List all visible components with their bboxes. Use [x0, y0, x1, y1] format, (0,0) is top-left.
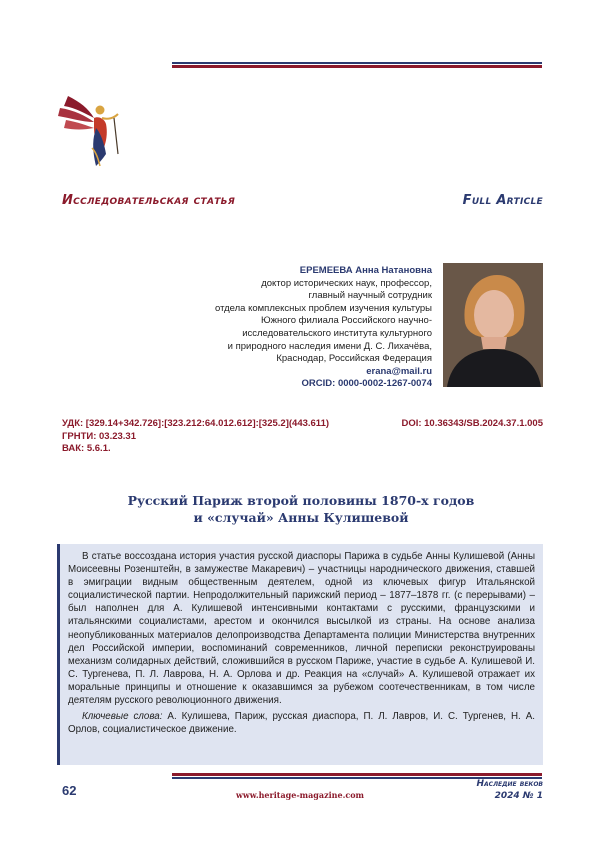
section-label-full-article: Full Article: [462, 193, 543, 208]
page-number: 62: [62, 783, 77, 798]
header-rule-blue: [172, 62, 542, 64]
author-line: Краснодар, Российская Федерация: [276, 353, 432, 365]
author-line: главный научный сотрудник: [308, 290, 432, 302]
article-title-line: Русский Париж второй половины 1870-х годов: [127, 493, 475, 508]
udk-code: УДК: [329.14+342.726]:[323.212:64.012.612]:[325.2](443.611): [62, 418, 330, 429]
section-label-research: Исследовательская статья: [62, 193, 236, 208]
author-name: ЕРЕМЕЕВА Анна Натановна: [299, 265, 432, 276]
author-line: Южного филиала Российского научно-: [261, 315, 432, 327]
author-info: [152, 265, 432, 391]
author-line: и природного наследия имени Д. С. Лихачёва,: [227, 340, 432, 352]
keywords: [68, 710, 535, 736]
angel-logo-icon: [50, 88, 130, 170]
vak-code: ВАК: 5.6.1.: [62, 443, 111, 454]
header-rule-red: [172, 65, 542, 68]
journal-issue: 2024 № 1: [494, 791, 543, 801]
author-photo: [443, 263, 543, 387]
classification-codes: [62, 418, 329, 456]
article-title: [60, 492, 542, 526]
author-line: исследовательского института культурного: [242, 327, 432, 339]
doi-link[interactable]: DOI: 10.36343/SB.2024.37.1.005: [401, 418, 543, 429]
journal-name: Наследие веков: [476, 779, 543, 789]
author-line: доктор исторических наук, профессор,: [261, 277, 432, 289]
keywords-list: А. Кулишева, Париж, русская диаспора, П. Л. Лавров, И. С. Тургенев, Н. А. Орлов, социалистическое движение.: [68, 711, 535, 736]
footer-rule-red: [172, 773, 542, 776]
article-title-line: и «случай» Анны Кулишевой: [193, 510, 409, 525]
grnti-code: ГРНТИ: 03.23.31: [62, 430, 136, 442]
author-email-link[interactable]: erana@mail.ru: [366, 365, 432, 377]
author-line: отдела комплексных проблем изучения культуры: [215, 302, 432, 314]
website-link[interactable]: www.heritage-magazine.com: [235, 790, 365, 800]
author-orcid: ORCID: 0000-0002-1267-0074: [301, 378, 432, 390]
abstract-box: [57, 544, 543, 765]
abstract-text: В статье воссоздана история участия русской диаспоры Парижа в судьбе Анны Кулишевой (Анны Моисеевны Розенштейн, в замужестве Макаревич) – участницы народнического движения, ставшей в эмиграции видным общественным деятелем, одной из ключевых фигур Итальянской социалистической партии. Непродолжительный парижский период – 1877–1878 гг. (с перерывами) – был наполнен для А. Кулишевой интенсивными контактами с русскими, французскими и итальянскими социалистами, арестом и окончился высылкой из страны. На основе анализа неопубликованных материалов делопроизводства Департамента полиции Министерства внутренних дел Российской империи, воспоминаний современников, личной переписки реконструированы механизм солидарных действий, сложившийся в русском Париже, участие в судьбе А. Кулишевой И. С. Тургенева, П. Л. Лаврова, Н. А. Орлова и др. Реакция на «случай» А. Кулишевой отражает их моральные принципы и отношение к оказавшимся за рубежом соотечественникам, в том числе деятелям русского революционного движения.: [68, 551, 535, 707]
keywords-label: Ключевые слова:: [82, 711, 163, 723]
